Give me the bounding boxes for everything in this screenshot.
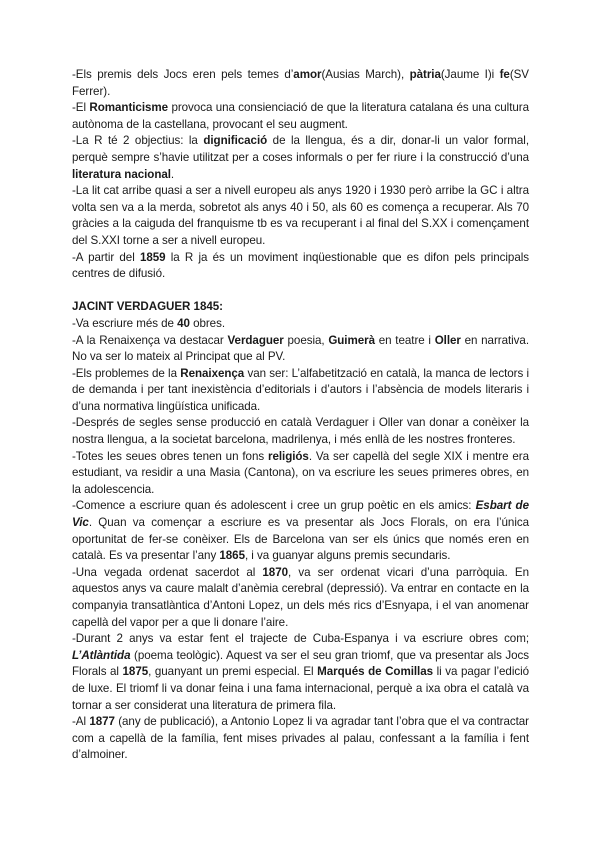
paragraph bbox=[72, 565, 529, 631]
bold-text: Verdaguer bbox=[227, 333, 284, 347]
paragraph bbox=[72, 631, 529, 714]
text-run: provoca una consienciació de que la literatura catalana és una cultura autònoma de la castellana, provocant el seu augment. bbox=[72, 101, 529, 131]
paragraph bbox=[72, 714, 529, 764]
text-run: -La lit cat arribe quasi a ser a nivell europeu als anys 1920 i 1930 però arribe la GC i altra volta sen va a la merda, sobretot als anys 40 i 50, als 60 es comença a recuperar. Als 70 gràcies a la caiguda del franquisme tb es va recuperant i al final del S.XX i començament del S.XXI torne a ser a nivell europeu. bbox=[72, 184, 529, 247]
paragraph bbox=[72, 449, 529, 499]
text-run: -Els problemes de la bbox=[72, 366, 181, 380]
bold-italic-text: L’Atlàntida bbox=[72, 648, 131, 662]
text-run: poesia, bbox=[283, 333, 329, 347]
paragraph bbox=[72, 133, 529, 183]
bold-text: Oller bbox=[434, 333, 461, 347]
paragraph bbox=[72, 100, 529, 133]
bold-text: 1875 bbox=[122, 665, 149, 679]
paragraph bbox=[72, 183, 529, 249]
text-run: -Durant 2 anys va estar fent el trajecte de Cuba-Espanya i va escriure obres com; bbox=[72, 632, 529, 646]
bold-text: pàtria bbox=[409, 68, 441, 81]
text-run: obres. bbox=[189, 316, 225, 330]
bold-italic-text: Esbart de Vic bbox=[72, 499, 529, 530]
paragraph bbox=[72, 333, 529, 366]
text-run: , va ser ordenat vicari d’una parròquia. En aquestos anys va caure malalt d’anèmia cerebral (depressió). Va entrar en contacte en la companyia transatlàntica d’Antoni Lopez, un dels més rics d’Esnyapa, i el van anomenar capellà del vapor per a que li donare l’aire. bbox=[72, 565, 529, 629]
text-run: (SV Ferrer). bbox=[72, 68, 529, 98]
text-run: -El bbox=[72, 101, 90, 115]
bold-text: dignificació bbox=[203, 134, 268, 148]
text-run: (poema teològic). Aquest va ser el seu gran triomf, que va presentar als Jocs Florals al bbox=[72, 648, 529, 679]
text-run: (any de publicació), a Antonio Lopez li va agradar tant l’obra que el va contractar com a capellà de la família, fent mises privades al palau, confessant a la família i fent d’almoiner. bbox=[72, 715, 529, 762]
text-run: -Els premis dels Jocs eren pels temes d’ bbox=[72, 68, 294, 81]
text-run: de la llengua, és a dir, donar-li un valor formal, perquè sempre s’havie utilitzat per a coses informals o per fer riure i la construcció d’una bbox=[72, 134, 529, 164]
paragraph bbox=[72, 67, 529, 100]
bold-text: 1859 bbox=[139, 250, 166, 264]
bold-text: Renaixença bbox=[180, 366, 245, 380]
text-run: -A partir del bbox=[72, 250, 140, 264]
paragraph bbox=[72, 498, 529, 564]
text-run: la R ja és un moviment inqüestionable que es difon pels principals centres de difusió. bbox=[72, 250, 529, 281]
text-run: -Una vegada ordenat sacerdot al bbox=[72, 565, 263, 579]
bold-text: 1865 bbox=[219, 549, 245, 563]
text-run: . Quan va començar a escriure es va presentar als Jocs Florals, on era l’única oportunitat de fer-se conèixer. Els de Barcelona van ser els únics que només eren en català. Es va presentar l’any bbox=[72, 516, 529, 563]
text-run: -A la Renaixença va destacar bbox=[72, 333, 228, 347]
verdaguer-section bbox=[72, 316, 529, 764]
text-run: -Comence a escriure quan és adolescent i cree un grup poètic en els amics: bbox=[72, 499, 476, 513]
paragraph bbox=[72, 415, 529, 448]
bold-text: 1877 bbox=[89, 715, 115, 729]
text-run: . bbox=[170, 167, 175, 181]
bold-text: 40 bbox=[177, 316, 190, 330]
paragraph bbox=[72, 316, 529, 333]
text-run: -Va escriure més de bbox=[72, 316, 178, 330]
bold-text: Marqués de Comillas bbox=[317, 665, 434, 679]
section-gap bbox=[72, 283, 529, 300]
text-run: -Al bbox=[72, 715, 90, 729]
text-run: (Jaume I)i bbox=[440, 68, 500, 81]
text-run: -La R té 2 objectius: la bbox=[72, 134, 204, 148]
bold-text: Guimerà bbox=[328, 333, 375, 347]
bold-text: fe bbox=[499, 68, 510, 81]
document-page bbox=[72, 67, 529, 764]
text-run: , i va guanyar alguns premis secundaris. bbox=[244, 549, 451, 563]
text-run: , guanyant un premi especial. El bbox=[148, 665, 318, 679]
text-run: . Va ser capellà del segle XIX i mentre era estudiant, va residir a una Masia (Cantona), on va escriure les seues primeres obres, en la adolescencia. bbox=[72, 449, 529, 496]
section-heading: JACINT VERDAGUER 1845: bbox=[72, 300, 223, 314]
text-run: li va pagar l’edició de luxe. El triomf li va donar feina i una fama internacional, perquè a ixa obra el català va tornar a ser considerat una literatura de primera fila. bbox=[72, 665, 530, 712]
bold-text: 1870 bbox=[262, 565, 288, 579]
intro-section bbox=[72, 67, 529, 283]
text-run: -Totes les seues obres tenen un fons bbox=[72, 449, 268, 463]
text-run: van ser: L’alfabetització en català, la manca de lectors i de demanda i per tant inexistència d’editorials i d’autors i l’absència de models literaris i d’una normativa lingüística unificada. bbox=[72, 366, 529, 413]
bold-text: religiós bbox=[268, 449, 309, 463]
text-run: (Ausias March), bbox=[321, 68, 410, 81]
bold-text: Romanticisme bbox=[89, 101, 169, 115]
bold-text: literatura nacional bbox=[72, 167, 171, 181]
paragraph bbox=[72, 366, 529, 416]
paragraph bbox=[72, 250, 529, 283]
bold-text: amor bbox=[293, 68, 322, 81]
text-run: en narrativa. No va ser lo mateix al Principat que al PV. bbox=[72, 333, 529, 364]
text-run: en teatre i bbox=[375, 333, 435, 347]
text-run: -Després de segles sense producció en català Verdaguer i Oller van donar a conèixer la nostra llengua, a la societat barcelona, madrilenya, i més enllà de les nostres fronteres. bbox=[72, 416, 529, 447]
